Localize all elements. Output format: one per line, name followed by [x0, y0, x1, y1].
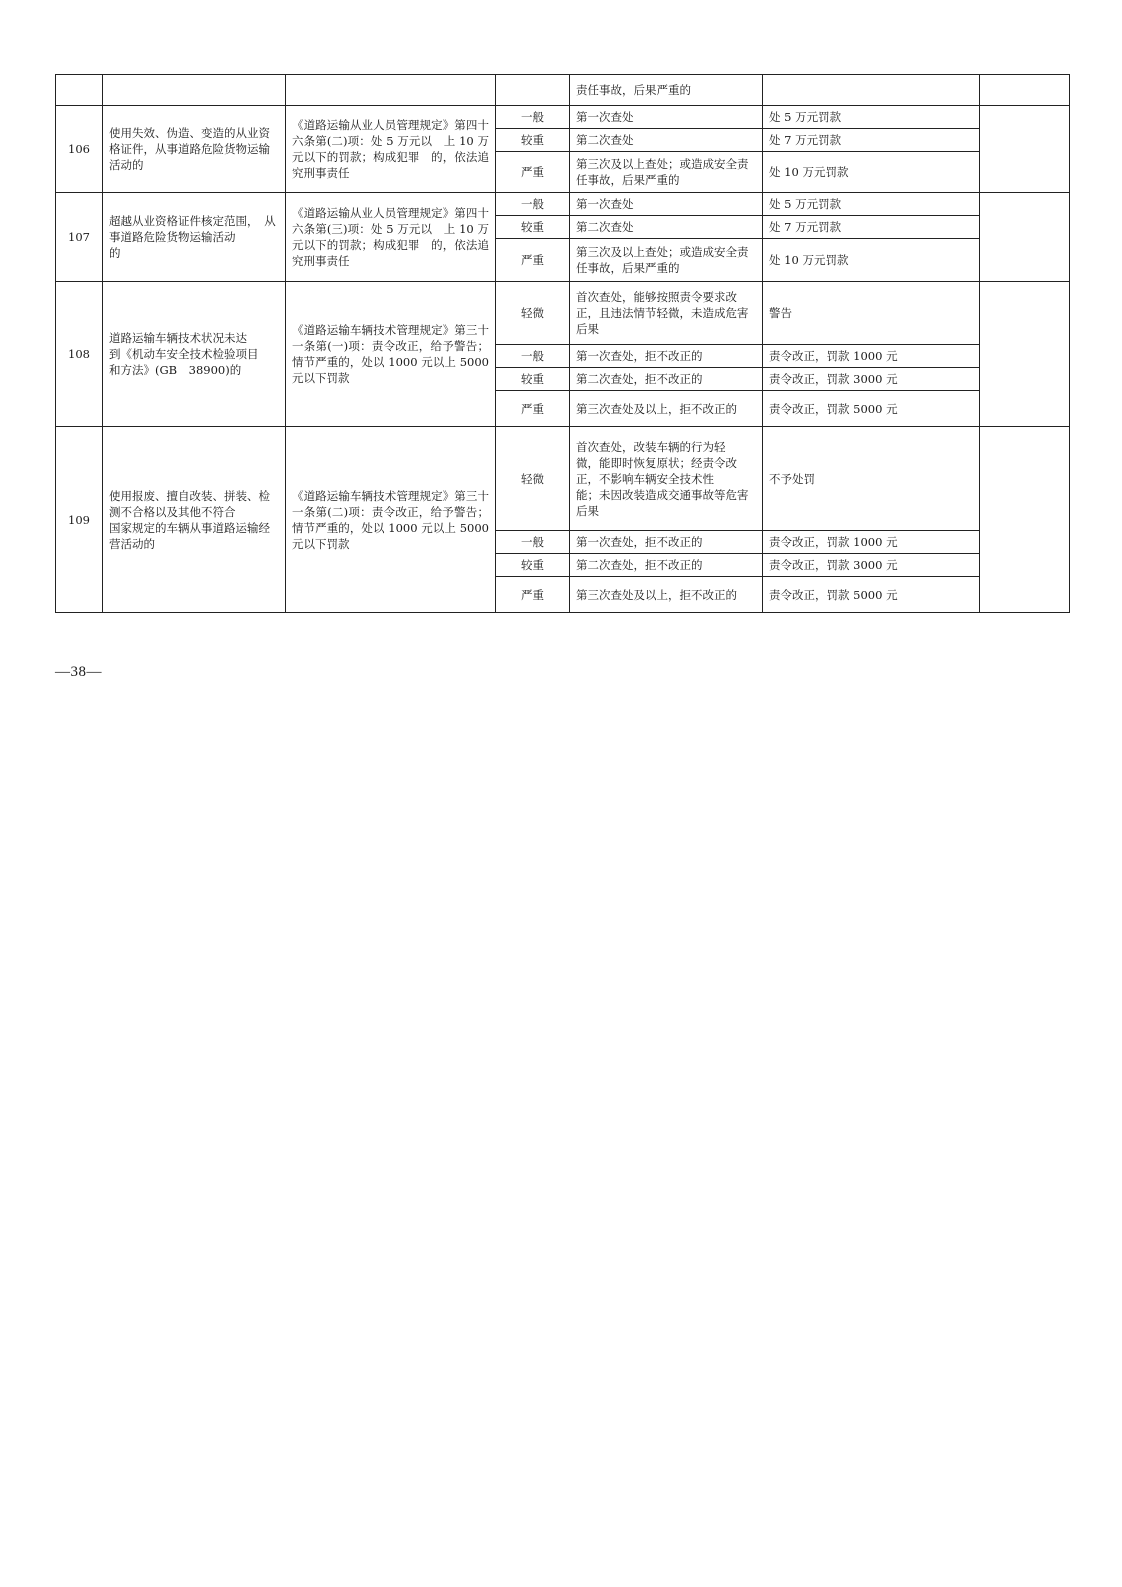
circumstance-cell: 第一次查处 [570, 193, 763, 216]
severity-level-cell: 一般 [496, 193, 570, 216]
circumstance-cell: 第二次查处 [570, 129, 763, 152]
severity-level-cell: 严重 [496, 239, 570, 282]
severity-level-cell: 严重 [496, 577, 570, 613]
table-row [56, 193, 1070, 216]
circumstance-cell: 第二次查处 [570, 216, 763, 239]
penalty-standard-cell: 责令改正，罚款 5000 元 [763, 391, 980, 427]
penalty-standard-cell: 处 10 万元罚款 [763, 152, 980, 193]
penalty-standards-table [55, 74, 1070, 613]
penalty-standard-cell [763, 75, 980, 106]
page-number: —38— [55, 664, 102, 680]
penalty-standard-cell: 责令改正，罚款 5000 元 [763, 577, 980, 613]
circumstance-cell: 第三次查处及以上，拒不改正的 [570, 391, 763, 427]
violation-cell: 超越从业资格证件核定范围， 从事道路危险货物运输活动 的 [103, 193, 286, 282]
item-number: 106 [56, 106, 103, 193]
table-row [56, 427, 1070, 531]
severity-level-cell: 一般 [496, 531, 570, 554]
note-cell [980, 427, 1070, 613]
severity-level-cell: 较重 [496, 554, 570, 577]
severity-level-cell: 严重 [496, 152, 570, 193]
note-cell [980, 75, 1070, 106]
note-cell [980, 106, 1070, 193]
penalty-standard-cell: 责令改正，罚款 3000 元 [763, 368, 980, 391]
note-cell [980, 282, 1070, 427]
severity-level-cell: 较重 [496, 129, 570, 152]
penalty-standard-cell: 处 7 万元罚款 [763, 129, 980, 152]
circumstance-cell: 首次查处，能够按照责令要求改正，且违法情节轻微，未造成危害后果 [570, 282, 763, 345]
circumstance-cell: 第三次及以上查处；或造成安全责任事故，后果严重的 [570, 152, 763, 193]
penalty-standard-cell: 处 5 万元罚款 [763, 193, 980, 216]
item-number: 109 [56, 427, 103, 613]
severity-level-cell: 一般 [496, 106, 570, 129]
circumstance-cell: 第三次查处及以上，拒不改正的 [570, 577, 763, 613]
circumstance-cell: 第一次查处，拒不改正的 [570, 531, 763, 554]
severity-level-cell: 较重 [496, 216, 570, 239]
legal-basis-cell: 《道路运输从业人员管理规定》第四十六条第(三)项：处 5 万元以 上 10 万元以下的罚款；构成犯罪 的，依法追究刑事责任 [286, 193, 496, 282]
circumstance-cell: 第三次及以上查处；或造成安全责任事故，后果严重的 [570, 239, 763, 282]
penalty-standard-cell: 警告 [763, 282, 980, 345]
circumstance-cell: 第一次查处 [570, 106, 763, 129]
severity-level-cell: 轻微 [496, 282, 570, 345]
penalty-standard-cell: 处 10 万元罚款 [763, 239, 980, 282]
penalty-standard-cell: 处 5 万元罚款 [763, 106, 980, 129]
item-number: 107 [56, 193, 103, 282]
table-row [56, 106, 1070, 129]
table-row [56, 282, 1070, 345]
circumstance-cell: 第二次查处，拒不改正的 [570, 554, 763, 577]
continuation-row [56, 75, 1070, 106]
legal-basis-cell: 《道路运输从业人员管理规定》第四十六条第(二)项：处 5 万元以 上 10 万元以下的罚款；构成犯罪 的，依法追究刑事责任 [286, 106, 496, 193]
violation-cell: 使用报废、擅自改装、拼装、检测不合格以及其他不符合 国家规定的车辆从事道路运输经营活动的 [103, 427, 286, 613]
penalty-standard-cell: 不予处罚 [763, 427, 980, 531]
severity-level-cell [496, 75, 570, 106]
circumstance-cell: 责任事故，后果严重的 [570, 75, 763, 106]
item-number [56, 75, 103, 106]
legal-basis-cell: 《道路运输车辆技术管理规定》第三十一条第(一)项：责令改正，给予警告；情节严重的，处以 1000 元以上 5000 元以下罚款 [286, 282, 496, 427]
penalty-standard-cell: 责令改正，罚款 1000 元 [763, 345, 980, 368]
legal-basis-cell: 《道路运输车辆技术管理规定》第三十一条第(二)项：责令改正，给予警告；情节严重的，处以 1000 元以上 5000 元以下罚款 [286, 427, 496, 613]
violation-cell [103, 75, 286, 106]
violation-cell: 使用失效、伪造、变造的从业资格证件，从事道路危险货物运输活动的 [103, 106, 286, 193]
circumstance-cell: 第二次查处，拒不改正的 [570, 368, 763, 391]
severity-level-cell: 严重 [496, 391, 570, 427]
penalty-standard-cell: 处 7 万元罚款 [763, 216, 980, 239]
item-number: 108 [56, 282, 103, 427]
circumstance-cell: 第一次查处，拒不改正的 [570, 345, 763, 368]
severity-level-cell: 轻微 [496, 427, 570, 531]
penalty-standard-cell: 责令改正，罚款 3000 元 [763, 554, 980, 577]
severity-level-cell: 一般 [496, 345, 570, 368]
legal-basis-cell [286, 75, 496, 106]
severity-level-cell: 较重 [496, 368, 570, 391]
penalty-standard-cell: 责令改正，罚款 1000 元 [763, 531, 980, 554]
violation-cell: 道路运输车辆技术状况未达 到《机动车安全技术检验项目 和方法》(GB 38900)的 [103, 282, 286, 427]
circumstance-cell: 首次查处，改装车辆的行为轻 微，能即时恢复原状；经责令改正，不影响车辆安全技术性 能；未因改装造成交通事故等危害后果 [570, 427, 763, 531]
note-cell [980, 193, 1070, 282]
